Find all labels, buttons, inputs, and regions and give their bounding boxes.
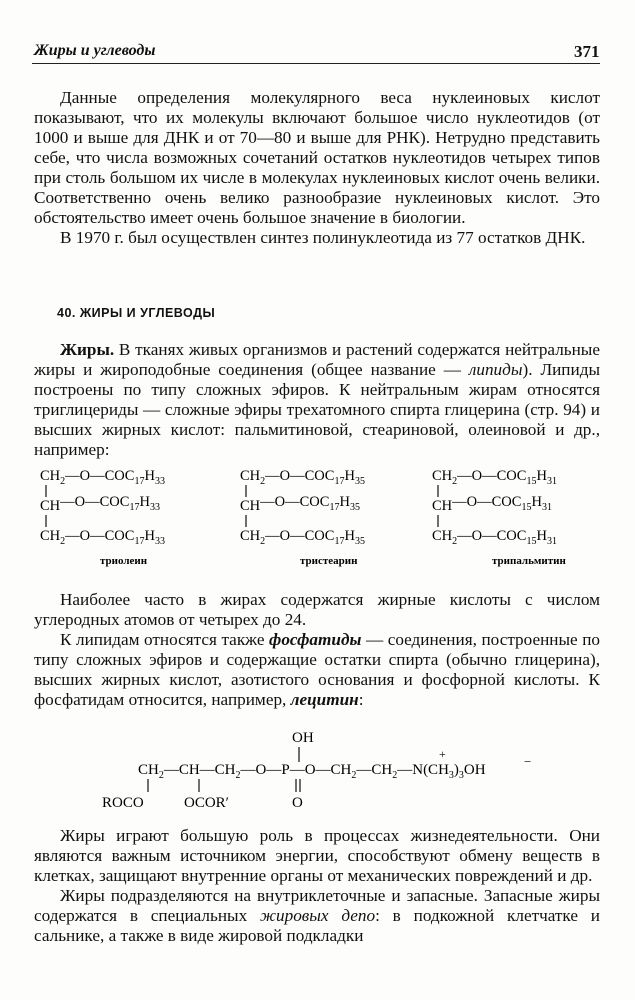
fats-paragraph-2: Наиболее часто в жирах содержатся жирные кислоты с числом углеродных атомов от четырех до 24. <box>34 590 600 629</box>
fats-paragraphs-4-5 <box>34 826 600 946</box>
header-rule <box>32 63 600 64</box>
fats-paragraph-5: Жиры подразделяются на внутриклеточные и запасные. Запасные жиры содержатся в специальных жировых депо: в подкожной клетчатке и сальнике, а также в виде жировой подкладки <box>34 886 600 945</box>
intro-text <box>34 88 600 248</box>
term-lecithin: лецитин <box>290 690 359 709</box>
triglyceride-row: $CH_2—O—COC_{15}H_{31}$ <box>432 528 557 547</box>
section-heading: 40. ЖИРЫ И УГЛЕВОДЫ <box>57 306 216 320</box>
intro-paragraph-2: В 1970 г. был осуществлен синтез полинуклеотида из 77 остатков ДНК. <box>60 228 586 247</box>
triglyceride-row: $CH—O—COC_{17}H_{33}$ <box>40 494 160 514</box>
lecithin-formula <box>100 722 580 814</box>
page-number: 371 <box>574 42 600 61</box>
fats-paragraph-1: Жиры. В тканях живых организмов и растений содержатся нейтральные жиры и жироподобные соединения (общее название — липиды). Липиды построены по типу сложных эфиров. К нейтральным жирам относятся триглицериды — сложные эфиры трехатомного спирта глицерина (стр. 94) и высших жирных кислот: пальмитиновой, стеариновой, олеиновой и др., например: <box>34 340 600 459</box>
triglyceride-row: $CH_2—O—COC_{17}H_{35}$ <box>240 468 365 487</box>
charge-minus: − <box>524 754 532 769</box>
triglyceride-row: $CH—O—COC_{17}H_{35}$ <box>240 494 360 514</box>
lecithin-oh: OH <box>292 730 314 746</box>
term-fat-depots: жировых депо <box>260 906 376 925</box>
fats-paragraph-3: К липидам относятся также фосфатиды — соединения, построенные по типу сложных эфиров и содержащие остатки спирта (обычно глицерина), высших жирных кислот, азотистого основания и фосфорной кислоты. К фосфатидам относится, например, лецитин: <box>34 630 600 709</box>
lecithin-roco: ROCO <box>102 795 144 811</box>
triglyceride-name: трипальмитин <box>492 555 566 567</box>
fats-paragraph-1-block <box>34 340 600 460</box>
triglyceride-row: $CH—O—COC_{15}H_{31}$ <box>432 494 552 514</box>
fats-lead: Жиры. <box>60 340 115 359</box>
charge-plus: + <box>439 747 446 761</box>
lecithin-ocor: OCOR′ <box>184 795 229 811</box>
triglyceride-name: триолеин <box>100 555 148 567</box>
intro-paragraph-1: Данные определения молекулярного веса нуклеиновых кислот показывают, что их молекулы включают большое число нуклеотидов (от 1000 и выше для ДНК и от 70—80 и выше для РНК). Нетрудно представить себе, что числа возможных сочетаний остатков нуклеотидов четырех типов при столь большом их числе в молекулах нуклеиновых кислот очень велики. Соответственно очень велико разнообразие нуклеиновых кислот. Это обстоятельство имеет очень большое значение в биологии. <box>34 88 600 227</box>
fats-paragraph-4: Жиры играют большую роль в процессах жизнедеятельности. Они являются важным источником энергии, способствуют обмену веществ в клетках, защищают внутренние органы от механических повреждений и др. <box>34 826 600 885</box>
lecithin-double-o: O <box>292 795 303 811</box>
triglyceride-row: $CH_2—O—COC_{15}H_{31}$ <box>432 468 557 487</box>
term-lipids: липиды <box>468 360 523 379</box>
lecithin-chain: $CH_2—CH—CH_2—O—P—O—CH_2—CH_2—N(CH_3)_3OH$ <box>138 762 486 781</box>
triglycerides-formula-block <box>40 462 600 574</box>
triglyceride-row: $CH_2—O—COC_{17}H_{33}$ <box>40 468 165 487</box>
triglyceride-row: $CH_2—O—COC_{17}H_{33}$ <box>40 528 165 547</box>
triglyceride-row: $CH_2—O—COC_{17}H_{35}$ <box>240 528 365 547</box>
term-phosphatides: фосфатиды <box>269 630 362 649</box>
triglyceride-name: тристеарин <box>300 555 358 567</box>
running-header-title: Жиры и углеводы <box>34 42 156 59</box>
fats-paragraphs-2-3 <box>34 590 600 710</box>
